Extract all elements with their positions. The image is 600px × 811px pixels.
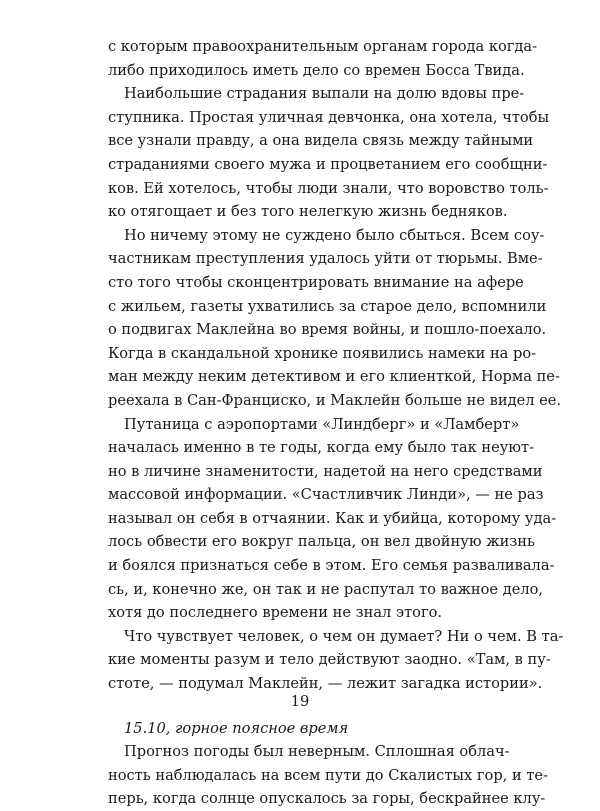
text-line: хотя до последнего времени не знал этого. [108, 604, 443, 622]
text-line: ко отягощает и без того нелегкую жизнь бедняков. [108, 203, 508, 221]
text-line: либо приходилось иметь дело со времен Босса Твида. [108, 61, 525, 79]
page-number: 19 [290, 693, 310, 710]
paragraph-5 [108, 625, 564, 696]
text-line: ность наблюдалась на всем пути до Скалистых гор, и те- [108, 766, 548, 784]
text-line: страданиями своего мужа и процветанием его сообщни- [108, 155, 548, 173]
text-line: сто того чтобы сконцентрировать внимание на афере [108, 273, 524, 291]
text-line: о подвигах Маклейна во время войны, и пошло-поехало. [108, 321, 547, 339]
paragraph-1 [108, 35, 538, 82]
text-line: ступника. Простая уличная девчонка, она хотела, чтобы [108, 108, 550, 126]
text-line: перь, когда солнце опускалось за горы, бескрайнее клу- [108, 790, 546, 808]
text-line: все узнали правду, а она видела связь между тайными [108, 132, 534, 150]
text-line: Наибольшие страдания выпали на долю вдовы пре- [124, 85, 525, 103]
text-line: Когда в скандальной хронике появились намеки на ро- [108, 344, 537, 362]
text-line: Что чувствует человек, о чем он думает? Ни о чем. В та- [124, 627, 564, 645]
text-line: ков. Ей хотелось, чтобы люди знали, что воровство толь- [108, 179, 549, 197]
text-line: с жильем, газеты ухватились за старое дело, вспомнили [108, 297, 547, 315]
text-line: сь, и, конечно же, он так и не распутал то важное дело, [108, 580, 544, 598]
text-line: частникам преступления удалось уйти от тюрьмы. Вме- [108, 250, 543, 268]
text-line: массовой информации. «Счастливчик Линди», — не раз [108, 486, 544, 504]
text-line: лось обвести его вокруг пальца, он вел двойную жизнь [108, 533, 535, 551]
text-line: Путаница с аэропортами «Линдберг» и «Ламберт» [124, 415, 520, 433]
text-line: Прогноз погоды был неверным. Сплошная облач- [124, 743, 510, 761]
paragraph-3 [108, 224, 562, 413]
text-line: с которым правоохранительным органам города когда- [108, 38, 538, 55]
text-line: стоте, — подумал Маклейн, — лежит загадка истории». [108, 675, 543, 693]
section-heading: 15.10, горное поясное время [124, 719, 349, 737]
paragraph-6 [108, 740, 548, 811]
text-line: кие моменты разум и тело действуют заодно. «Там, в пу- [108, 651, 551, 669]
text-line: Но ничему этому не суждено было сбыться. Всем соу- [124, 226, 545, 244]
paragraph-4 [108, 413, 557, 625]
text-line: реехала в Сан-Франциско, и Маклейн больше не видел ее. [108, 391, 562, 409]
text-line: называл он себя в отчаянии. Как и убийца, которому уда- [108, 509, 557, 527]
text-line: ман между неким детективом и его клиенткой, Норма пе- [108, 368, 560, 386]
text-line: но в личине знаменитости, надетой на него средствами [108, 462, 543, 480]
text-line: началась именно в те годы, когда ему было так неуют- [108, 439, 534, 457]
paragraph-2 [108, 82, 550, 224]
text-line: и боялся признаться себе в этом. Его семья разваливала- [108, 557, 555, 575]
